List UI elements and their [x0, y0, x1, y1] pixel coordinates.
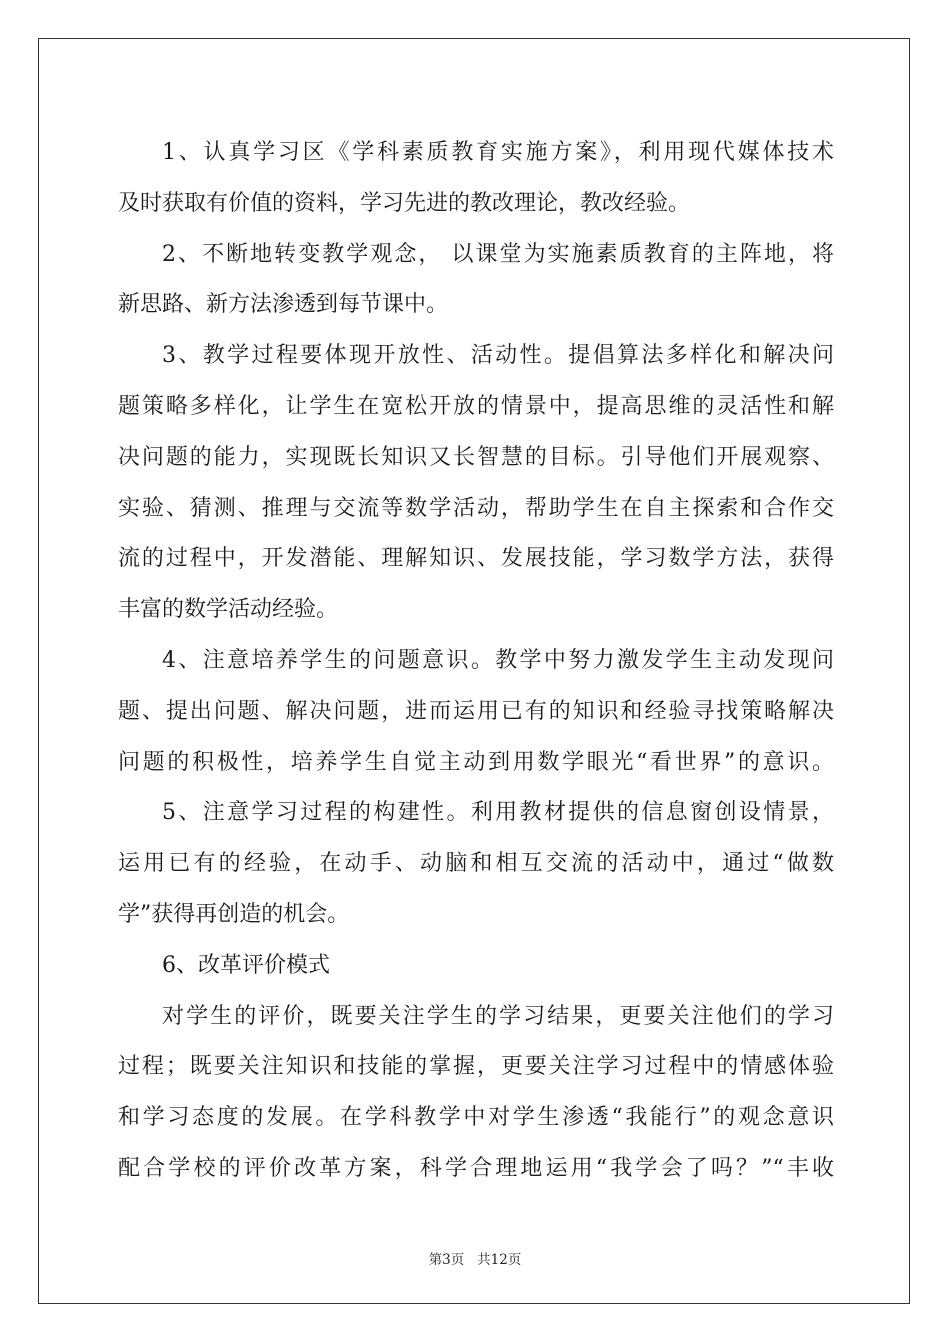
text-line: 3、教学过程要体现开放性、活动性。提倡算法多样化和解决问 — [162, 343, 834, 369]
text-line: 丰富的数学活动经验。 — [118, 597, 339, 623]
page-footer — [0, 1248, 950, 1268]
text-line: 决问题的能力，实现既长知识又长智慧的目标。引导他们开展观察、 — [118, 444, 834, 470]
current-page-label: 第3页 — [428, 1252, 465, 1268]
text-line: 4、注意培养学生的问题意识。教学中努力激发学生主动发现问 — [162, 647, 834, 673]
footer-spacer — [464, 1252, 477, 1268]
text-line: 题、提出问题、解决问题，进而运用已有的知识和经验寻找策略解决 — [118, 698, 834, 724]
text-line: 对学生的评价，既要关注学生的学习结果，更要关注他们的学习 — [162, 1003, 834, 1029]
text-line: 2、不断地转变教学观念， 以课堂为实施素质教育的主阵地，将 — [162, 241, 834, 267]
text-line: 学”获得再创造的机会。 — [118, 901, 350, 927]
text-line: 配合学校的评价改革方案，科学合理地运用“我学会了吗？”“丰收 — [118, 1155, 834, 1181]
text-line: 及时获取有价值的资料，学习先进的教改理论，教改经验。 — [118, 190, 691, 216]
text-line: 6、改革评价模式 — [162, 952, 330, 978]
text-line: 问题的积极性，培养学生自觉主动到用数学眼光“看世界”的意识。 — [118, 749, 834, 775]
text-line: 流的过程中，开发潜能、理解知识、发展技能，学习数学方法，获得 — [118, 546, 834, 572]
text-line: 运用已有的经验，在动手、动脑和相互交流的活动中，通过“做数 — [118, 851, 834, 877]
text-line: 1、认真学习区《学科素质教育实施方案》，利用现代媒体技术 — [162, 140, 834, 165]
text-line: 过程；既要关注知识和技能的掌握，更要关注学习过程中的情感体验 — [118, 1054, 834, 1080]
text-line: 实验、猜测、推理与交流等数学活动，帮助学生在自主探索和合作交 — [118, 495, 834, 521]
text-line: 和学习态度的发展。在学科教学中对学生渗透“我能行”的观念意识 — [118, 1105, 834, 1131]
text-line: 5、注意学习过程的构建性。利用教材提供的信息窗创设情景， — [162, 800, 834, 826]
total-pages-label: 共12页 — [477, 1252, 522, 1268]
text-line: 题策略多样化，让学生在宽松开放的情景中，提高思维的灵活性和解 — [118, 393, 834, 419]
document-body — [118, 128, 834, 1195]
text-line: 新思路、新方法渗透到每节课中。 — [118, 292, 449, 318]
